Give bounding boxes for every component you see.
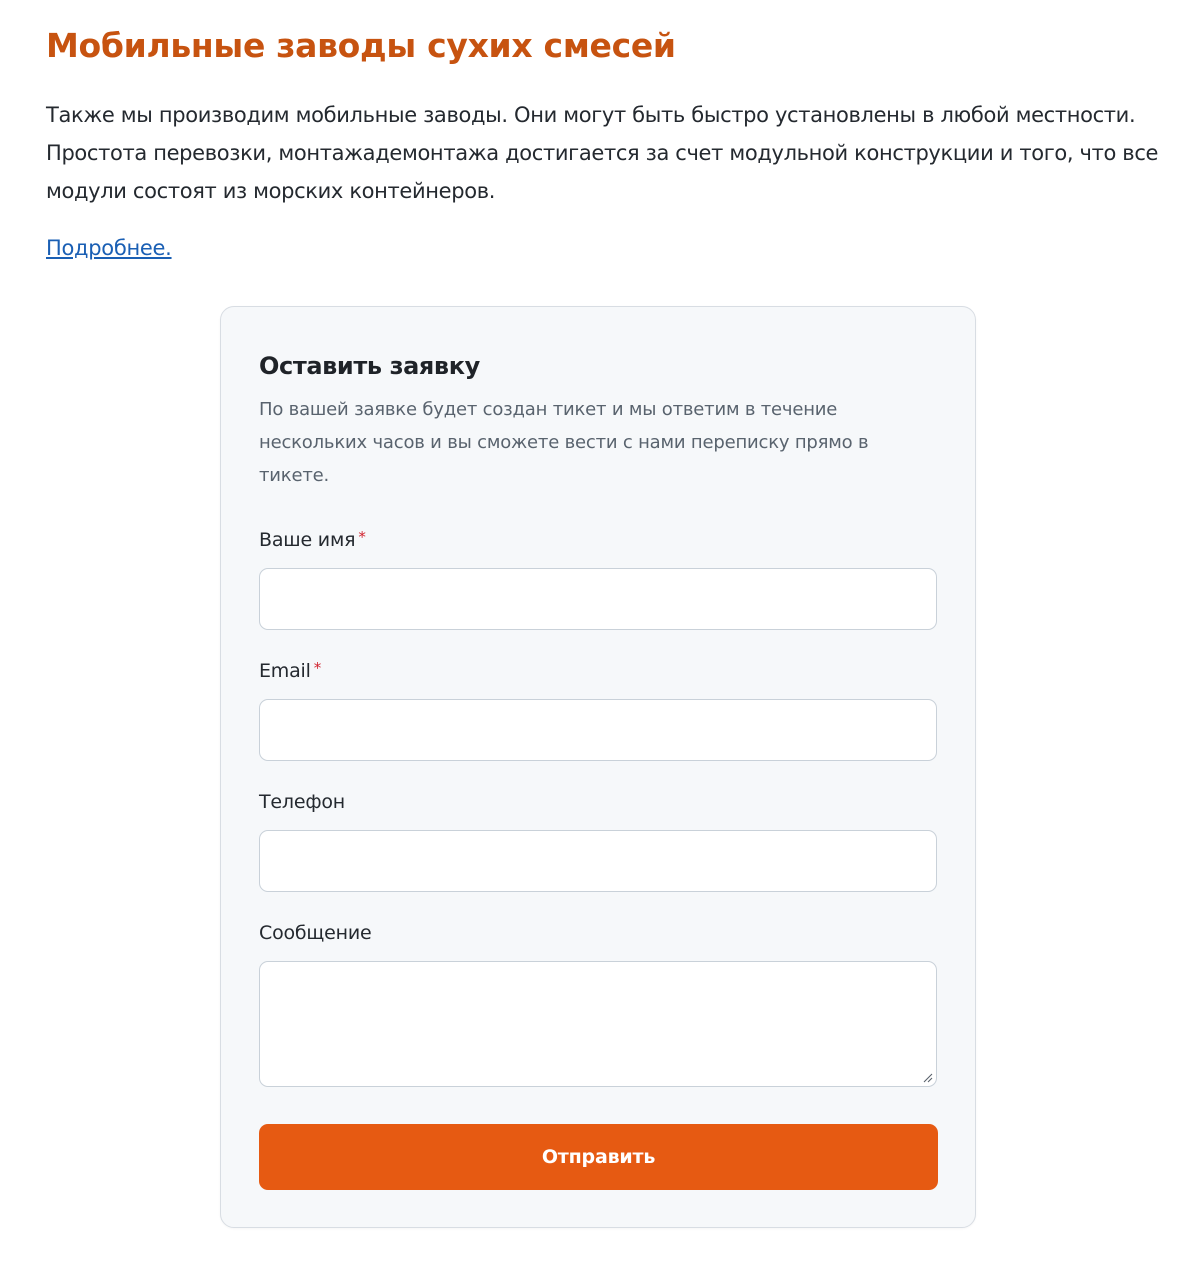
message-label-text: Сообщение <box>259 922 372 944</box>
request-form-card <box>220 306 976 1228</box>
message-label <box>259 919 371 947</box>
required-asterisk: * <box>358 528 366 546</box>
email-input[interactable] <box>259 699 937 761</box>
required-asterisk: * <box>313 659 322 677</box>
phone-label <box>259 788 345 816</box>
page-title: Мобильные заводы сухих смесей <box>46 26 676 65</box>
submit-button[interactable]: Отправить <box>259 1124 938 1190</box>
name-label-text: Ваше имя <box>259 529 356 551</box>
name-label <box>259 526 366 554</box>
form-title: Оставить заявку <box>259 352 480 380</box>
email-label-text: Email <box>259 660 311 682</box>
form-description: По вашей заявке будет создан тикет и мы ответим в течение нескольких часов и вы сможете вести с нами переписку прямо в тикете. <box>259 399 869 486</box>
name-input[interactable] <box>259 568 937 630</box>
phone-label-text: Телефон <box>259 791 346 813</box>
intro-paragraph: Также мы производим мобильные заводы. Они могут быть быстро установлены в любой местности. Простота перевозки, монтажадемонтажа достигается за счет модульной конструкции и того, что все модули состоят из морских контейнеров. <box>46 103 1159 203</box>
email-label <box>259 657 321 685</box>
resize-handle-icon[interactable] <box>923 1073 933 1083</box>
more-details-link[interactable]: Подробнее. <box>46 236 172 260</box>
message-textarea[interactable] <box>259 961 937 1087</box>
phone-input[interactable] <box>259 830 937 892</box>
